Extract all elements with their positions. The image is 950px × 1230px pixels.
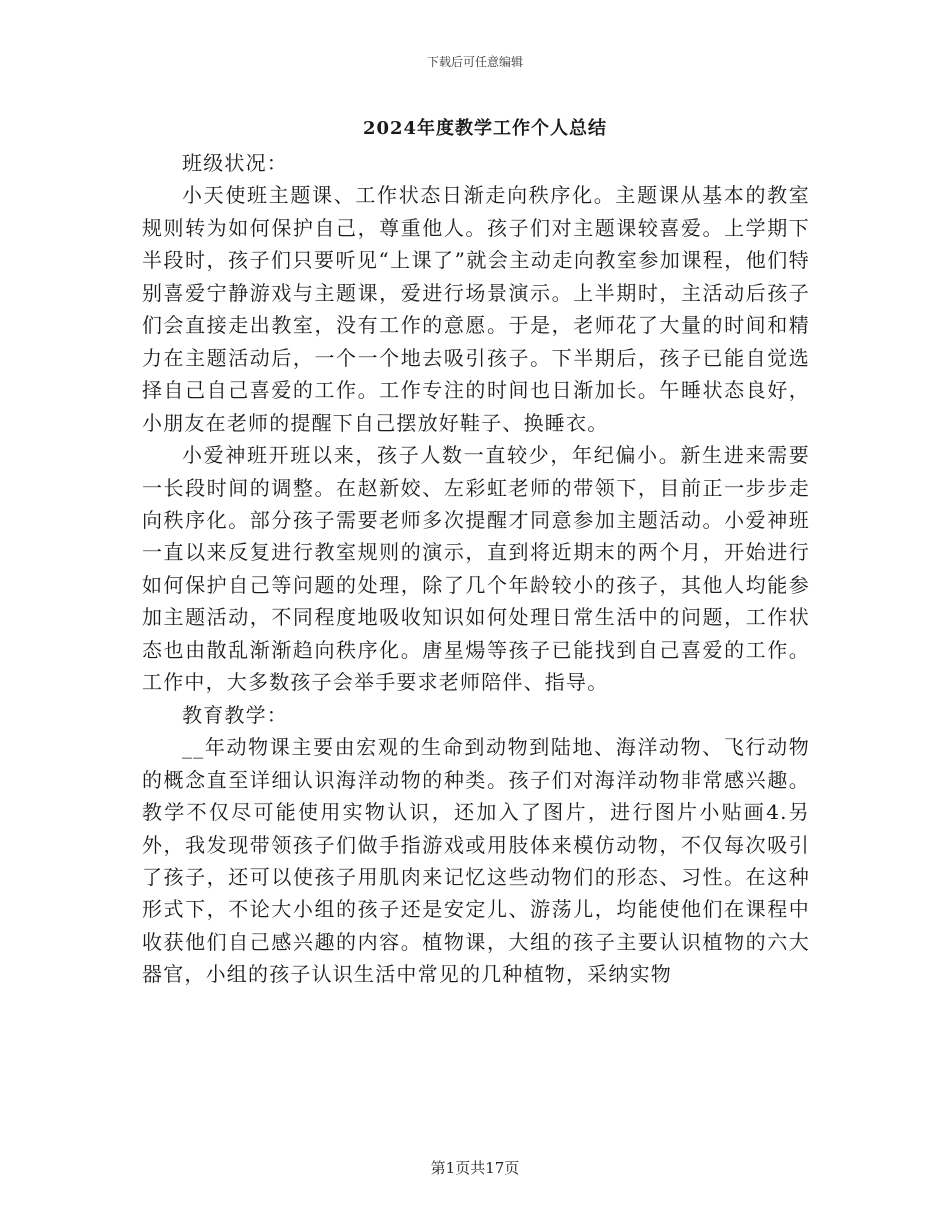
document-body [142, 147, 810, 991]
paragraph-class-status-heading: 班级状况： [182, 151, 288, 175]
paragraph-animal-course: __年动物课主要由宏观的生命到动物到陆地、海洋动物、飞行动物的概念直至详细认识海洋动物的种类。孩子们对海洋动物非常感兴趣。教学不仅尽可能使用实物认识，还加入了图片，进行图片小贴画4.另外，我发现带领孩子们做手指游戏或用肢体来模仿动物，不仅每次吸引了孩子，还可以使孩子用肌肉来记忆这些动物们的形态、习性。在这种形式下，不论大小组的孩子还是安定儿、游荡儿，均能使他们在课程中收获他们自己感兴趣的内容。植物课，大组的孩子主要认识植物的六大器官，小组的孩子认识生活中常见的几种植物，采纳实物 [142, 735, 810, 987]
paragraph-teaching-heading: 教育教学： [182, 702, 288, 727]
paragraph-little-cupid-class: 小爱神班开班以来，孩子人数一直较少，年纪偏小。新生进来需要一长段时间的调整。在赵新姣、左彩虹老师的带领下，目前正一步步走向秩序化。部分孩子需要老师多次提醒才同意参加主题活动。小爱神班一直以来反复进行教室规则的演示，直到将近期末的两个月，开始进行如何保护自己等问题的处理，除了几个年龄较小的孩子，其他人均能参加主题活动，不同程度地吸收知识如何处理日常生活中的问题，工作状态也由散乱渐渐趋向秩序化。唐星煬等孩子已能找到自己喜爱的工作。工作中，大多数孩子会举手要求老师陪伴、指导。 [142, 443, 810, 695]
page-number: 第1页共17页 [430, 1159, 520, 1177]
header-note: 下载后可任意编辑 [426, 55, 523, 69]
paragraph-little-angel-class: 小天使班主题课、工作状态日渐走向秩序化。主题课从基本的教室规则转为如何保护自己，尊重他人。孩子们对主题课较喜爱。上学期下半段时，孩子们只要听见“上课了”就会主动走向教室参加课程，他们特别喜爱宁静游戏与主题课，爱进行场景演示。上半期时，主活动后孩子们会直接走出教室，没有工作的意愿。于是，老师花了大量的时间和精力在主题活动后，一个一个地去吸引孩子。下半期后，孩子已能自觉选择自己自己喜爱的工作。工作专注的时间也日渐加长。午睡状态良好，小朋友在老师的提醒下自己摆放好鞋子、换睡衣。 [142, 183, 810, 435]
document-title: 2024年度教学工作个人总结 [362, 118, 608, 139]
